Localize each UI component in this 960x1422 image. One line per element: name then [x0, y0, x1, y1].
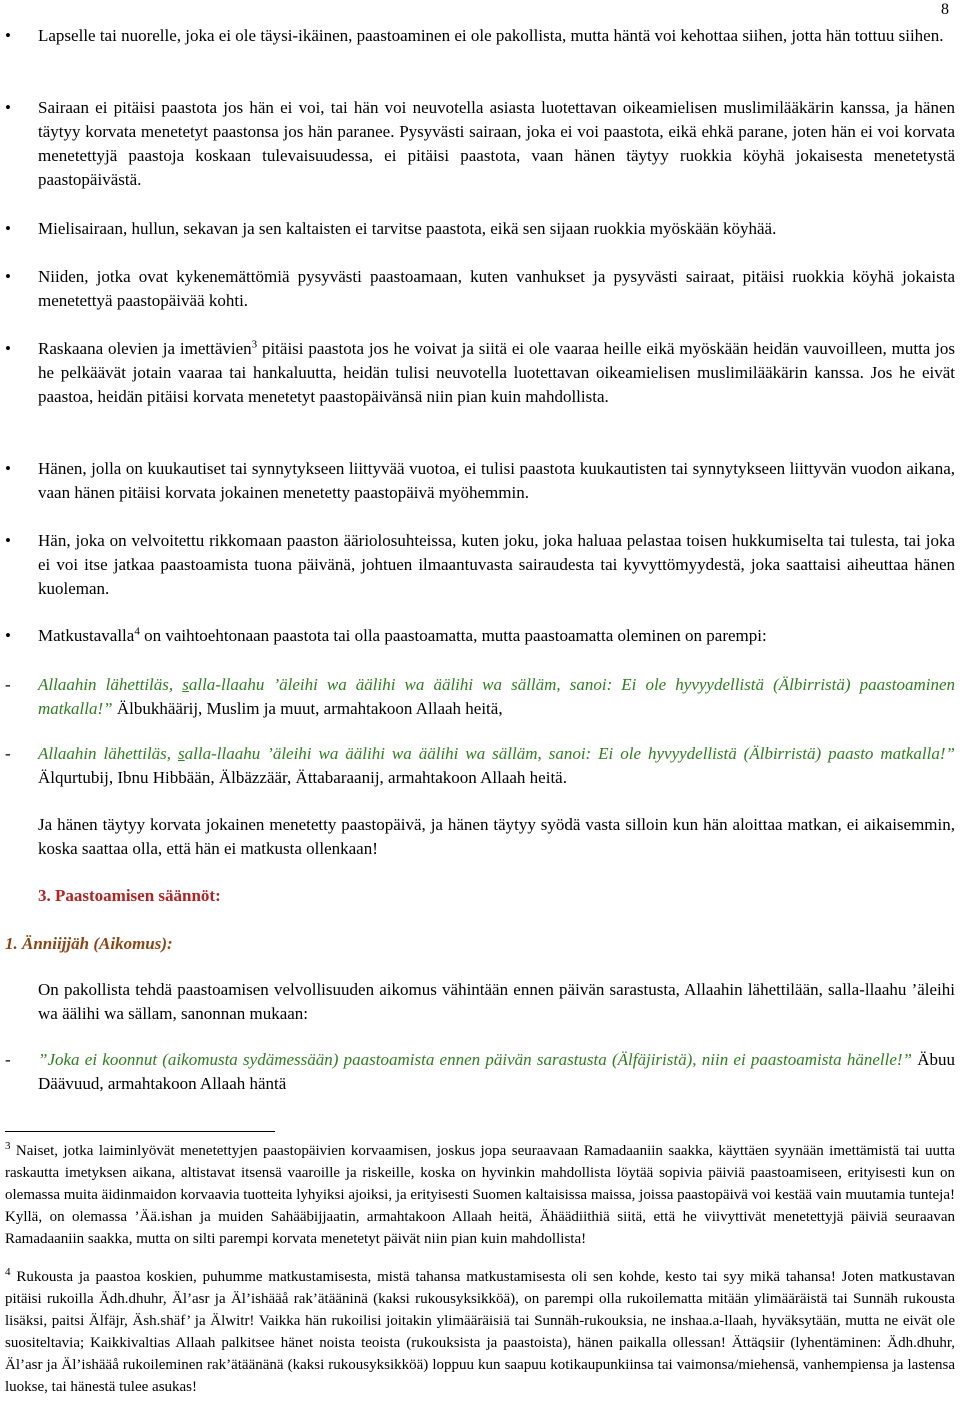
- bullet-paragraph: Hän, joka on velvoitettu rikkomaan paaston ääriolosuhteissa, kuten joku, joka haluaa pelastaa toisen hukkumiselta tai tulesta, tai joka ei voi itse jatkaa paastoamista tuona päivänä, johtuen ilmaantuvasta sairaudesta tai kyvyttömyydestä, joka saattaisi aiheuttaa hänen kuoleman.: [38, 531, 955, 598]
- footnote-ref[interactable]: 3: [251, 338, 258, 351]
- hadith-quote: [38, 742, 955, 790]
- bullet-icon: •: [5, 98, 11, 117]
- quote-source: Älqurtubij, Ibnu Hibbään, Älbäzzäär, Ättabaraanij, armahtakoon Allaah heitä.: [38, 768, 567, 787]
- bullet-icon: •: [5, 219, 11, 238]
- bullet-paragraph: Hänen, jolla on kuukautiset tai synnytykseen liittyvää vuotoa, ei tulisi paastota kuukautisten tai synnytykseen liittyvän vuodon aikana, vaan hänen pitäisi korvata jokainen menetetty paastopäivä myöhemmin.: [38, 459, 955, 502]
- footnote-text: Naiset, jotka laiminlyövät menetettyjen paastopäivien korvaamisen, joskus jopa seuraavaan Ramadaaniin saakka, käyttäen syynään imettämistä tai uutta raskautta imetyksen aikana, altistavat itsensä vaaroille ja riskeille, koska on hyvinkin mahdollista löytää sopivia päiviä paastoamiseen, erityisesti kun on olemassa muita äidinmaidon korvaavia tuotteita lyhyiksi ajoiksi, ja erityisesti Suomen kaltaisissa maissa, joissa paastopäivä voi kestää vain muutamia tunteja! Kyllä, on olemassa ’Ää.ishan ja muiden Sahääbijjaatin, armahtakoon Allaah heitä, Ähäädiithiä siitä, että he viivyttivät menetettyjä päiviä seuraavan Ramadaaniin saakka, mutta on silti parempi korvata menetetyt päivät niin pian kuin mahdollista!: [5, 1143, 955, 1247]
- quote-text: Allaahin lähettiläs,: [38, 744, 179, 763]
- dash-marker: -: [5, 744, 11, 763]
- bullet-paragraph: Sairaan ei pitäisi paastota jos hän ei voi, tai hän voi neuvotella asiasta luotettavan oikeamielisen muslimilääkärin kanssa, ja hänen täytyy korvata menetetyt paastonsa jos hän paranee. Pysyvästi sairaan, joka ei voi paastota, eikä ehkä parane, joten hän ei voi korvata menetettyjä paastoja koskaan tulevaisuudessa, ei pitäisi paastota, vaan hänen täytyy ruokkia köyhä jokaisesta menetetystä paastopäivästä.: [38, 98, 955, 189]
- subheading: 1. Änniijjäh (Aikomus):: [5, 934, 173, 953]
- bullet-text: Raskaana olevien ja imettävien: [38, 339, 252, 358]
- dash-marker: -: [5, 1050, 11, 1069]
- footnote-number: 4: [5, 1266, 11, 1278]
- bullet-paragraph: Mielisairaan, hullun, sekavan ja sen kaltaisten ei tarvitse paastota, eikä sen sijaan ruokkia myöskään köyhää.: [38, 219, 777, 238]
- footnote-divider: [5, 1131, 275, 1132]
- quote-text: s: [182, 675, 189, 694]
- bullet-icon: •: [5, 531, 11, 550]
- footnote-text: Rukousta ja paastoa koskien, puhumme matkustamisesta, mistä tahansa matkustamisesta oli sen kohde, kesto tai syy mikä tahansa! Joten matkustavan pitäisi rukoilla Ädh.dhuhr, Äl’asr ja Äl’ishääå rak’ätääninä (kaksi rukousyksikköä), on parempi olla rukoilematta mitään ylimääräistä tai Sunnäh rukousta lisäksi, paitsi Älfäjr, Äsh.shäf’ ja Älwitr! Vaikka hän rukoilisi joitakin ylimääräisiä tai Sunnäh-rukouksia, ne inshaa.a-llaah, hyväksytään, mutta ne eivät ole suositeltavia; Kaikkivaltias Allaah palkitsee hänet noista teoista (rukouksista ja paastoista), hänen paikalla ollessan! Ättäqsiir (lyhentäminen: Ädh.dhuhr, Äl’asr ja Äl’ishääå rukoileminen rak’ätäänänä (kaksi rukousyksikköä) loppuu kun saapuu kotikaupunkiinsa tai vaimonsa/miehensä, vanhempiensa ja lastensa luokse, tai hänestä tulee asukas!: [5, 1269, 955, 1395]
- bullet-icon: •: [5, 459, 11, 478]
- quote-text: Allaahin lähettiläs,: [38, 675, 183, 694]
- bullet-icon: •: [5, 26, 11, 45]
- bullet-text: Matkustavalla: [38, 626, 135, 645]
- footnote-ref[interactable]: 4: [134, 625, 140, 638]
- bullet-icon: •: [5, 626, 11, 645]
- page-number: 8: [941, 1, 949, 18]
- bullet-icon: •: [5, 267, 11, 286]
- intention-paragraph: On pakollista tehdä paastoamisen velvollisuuden aikomus vähintään ennen päivän sarastusta, Allaahin lähettilään, salla-llaahu ’äleihi wa äälihi wa sällam, sanonnan mukaan:: [38, 980, 955, 1023]
- hadith-quote: [38, 1048, 955, 1096]
- footnote: [5, 1140, 955, 1250]
- quote-source: Äbuu Däävuud, armahtakoon Allaah häntä: [38, 1050, 955, 1093]
- bullet-paragraph: [38, 624, 955, 648]
- bullet-paragraph: Niiden, jotka ovat kykenemättömiä pysyvästi paastoamaan, kuten vanhukset ja pysyvästi sairaat, pitäisi ruokkia köyhä jokaista menetettyä paastopäivää kohti.: [38, 267, 955, 310]
- footnote-number: 3: [5, 1140, 11, 1152]
- bullet-text: on vaihtoehtonaan paastota tai olla paastoamatta, mutta paastoamatta oleminen on parempi:: [139, 626, 767, 645]
- hadith-quote: [38, 673, 955, 721]
- footnote: [5, 1266, 955, 1398]
- quote-text: alla-llaahu ’äleihi wa äälihi wa äälihi wa sälläm, sanoi: Ei ole hyvyydellistä (Älbirristä) paastoaminen matkalla!”: [38, 675, 955, 718]
- quote-text: alla-llaahu ’äleihi wa äälihi wa äälihi wa sälläm, sanoi: Ei ole hyvyydellistä (Älbirristä) paasto matkalla!”: [184, 744, 955, 763]
- bullet-icon: •: [5, 339, 11, 358]
- dash-marker: -: [5, 675, 11, 694]
- quote-source: Älbukhäärij, Muslim ja muut, armahtakoon Allaah heitä,: [112, 699, 503, 718]
- quote-text: ”Joka ei koonnut (aikomusta sydämessään) paastoamista ennen päivän sarastusta (Älfäjiristä), niin ei paastoamista hänelle!”: [38, 1050, 912, 1069]
- section-heading: 3. Paastoamisen säännöt:: [38, 886, 221, 905]
- bullet-paragraph: [38, 337, 955, 409]
- bullet-text: pitäisi paastota jos he voivat ja siitä ei ole vaaraa heille eikä myöskään heidän vauvoilleen, mutta jos he pelkäävät jotain vaaraa tai hankaluutta, heidän tulisi neuvotella luotettavan oikeamielisen muslimilääkärin kanssa. Jos he eivät paastoa, heidän pitäisi korvata menetetyt paastopäivänsä niin pian kuin mahdollista.: [38, 339, 955, 406]
- travel-note: Ja hänen täytyy korvata jokainen menetetty paastopäivä, ja hänen täytyy syödä vasta silloin kun hän aloittaa matkan, ei aikaisemmin, koska saattaa olla, että hän ei matkusta ollenkaan!: [38, 815, 955, 858]
- bullet-paragraph: Lapselle tai nuorelle, joka ei ole täysi-ikäinen, paastoaminen ei ole pakollista, mutta häntä voi kehottaa siihen, jotta hän tottuu siihen.: [38, 26, 944, 45]
- quote-text: s: [178, 744, 185, 763]
